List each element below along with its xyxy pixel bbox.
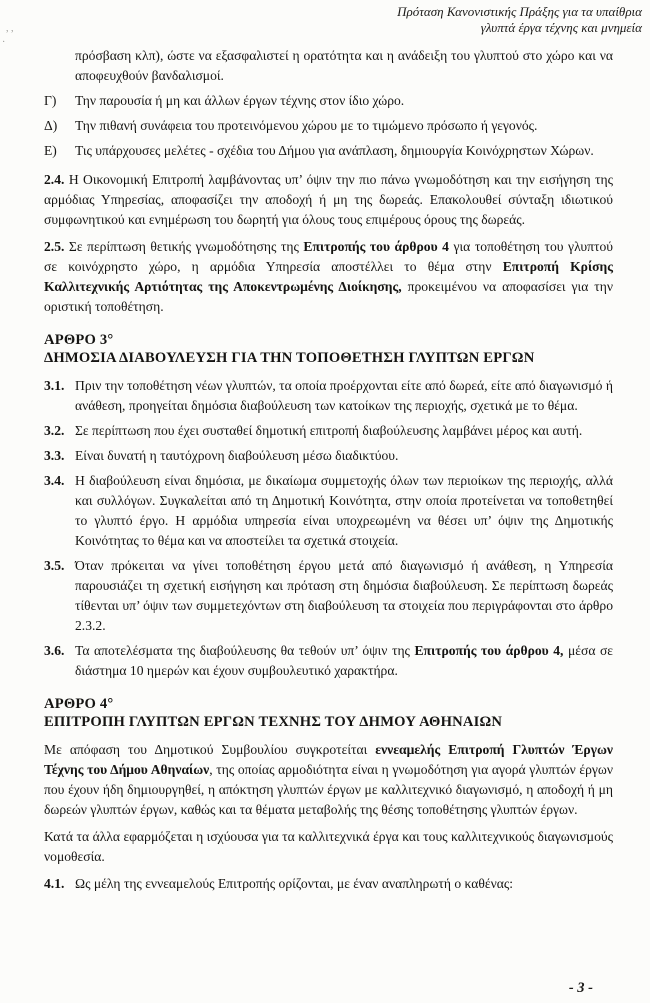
item-text: [75, 641, 613, 681]
article-4-number: ΑΡΘΡΟ 4°: [44, 696, 114, 712]
item-3-1: [44, 376, 613, 416]
scan-artifact: ·: [2, 37, 6, 48]
item-number: 3.3.: [44, 448, 65, 463]
item-number: 3.5.: [44, 558, 65, 573]
paragraph-text: για τοποθέτηση του γλυπτού σε κοινόχρηστο χώρο, η αρμόδια Υπηρεσία αποστέλλει το θέμα στην: [44, 239, 613, 274]
scan-artifact: , ,: [6, 23, 14, 34]
continuation-paragraph: πρόσβαση κλπ), ώστε να εξασφαλιστεί η ορατότητα και η ανάδειξη του γλυπτού στο χώρο και να αποφευχθούν βανδαλισμοί.: [75, 48, 613, 83]
item-3-4: [44, 471, 613, 551]
item-text: Πριν την τοποθέτηση νέων γλυπτών, τα οποία προέρχονται είτε από δωρεά, είτε από διαγωνισμό ή ανάθεση, προηγείται δημόσια διαβούλευση των κατοίκων της περιοχής, σχετικά με το θέμα.: [75, 378, 613, 413]
paragraph-number: 2.4.: [44, 172, 65, 187]
item-number: 4.1.: [44, 876, 65, 891]
paragraph-text: Με απόφαση του Δημοτικού Συμβουλίου συγκροτείται: [44, 742, 376, 757]
item-number: 3.4.: [44, 473, 65, 488]
item-4-1: [44, 874, 613, 894]
list-item-label: Γ): [44, 93, 57, 108]
paragraph-text: , της οποίας αρμοδιότητα είναι η γνωμοδότηση για αγορά γλυπτών έργων που έχουν ήδη δημιουργηθεί, η απόκτηση γλυπτών έργων με καλλιτεχνικό διαγωνισμό, η αποδοχή ή μη δωρεών γλυπτών έργων, καθώς και τα θέματα μεταβολής της θέσης τοποθέτησης γλυπτών έργων.: [44, 762, 613, 817]
article-4-title: ΕΠΙΤΡΟΠΗ ΓΛΥΠΤΩΝ ΕΡΓΩΝ ΤΕΧΝΗΣ ΤΟΥ ΔΗΜΟΥ ΑΘΗΝΑΙΩΝ: [44, 713, 503, 730]
item-text-segment: Τα αποτελέσματα της διαβούλευσης θα τεθούν υπ’ όψιν της: [75, 643, 415, 658]
list-item-text: Τις υπάρχουσες μελέτες - σχέδια του Δήμου για ανάπλαση, δημιουργία Κοινόχρηστων Χώρων.: [75, 143, 594, 158]
list-item-text: Την παρουσία ή μη και άλλων έργων τέχνης στον ίδιο χώρο.: [75, 93, 405, 108]
list-item-c: [44, 91, 613, 111]
paragraph-applicable-law: Κατά τα άλλα εφαρμόζεται η ισχύουσα για τα καλλιτεχνικά έργα και τους καλλιτεχνικούς διαγωνισμούς νομοθεσία.: [44, 829, 613, 864]
paragraph-number: 2.5.: [44, 239, 65, 254]
article-3-heading: [44, 332, 613, 367]
paragraph-2-4: [44, 170, 613, 230]
paragraph-2-5: [44, 237, 613, 317]
paragraph-text: Σε περίπτωση θετικής γνωμοδότησης της: [64, 239, 304, 254]
page-number: - 3 -: [568, 980, 593, 996]
list-item-text: Την πιθανή συνάφεια του προτεινόμενου χώρου με το τιμώμενο πρόσωπο ή γεγονός.: [75, 118, 538, 133]
item-number: 3.1.: [44, 378, 65, 393]
document-body: [44, 46, 613, 899]
article-3-title: ΔΗΜΟΣΙΑ ΔΙΑΒΟΥΛΕΥΣΗ ΓΙΑ ΤΗΝ ΤΟΠΟΘΕΤΗΣΗ ΓΛΥΠΤΩΝ ΕΡΓΩΝ: [44, 349, 535, 366]
item-3-6: [44, 641, 613, 681]
paragraph-text: προκειμένου να αποφασίσει για την οριστική τοποθέτηση.: [44, 279, 614, 314]
running-header-line1: Πρόταση Κανονιστικής Πράξης για τα υπαίθρια: [397, 4, 642, 19]
bold-committee-ref: Επιτροπής του άρθρου 4: [303, 239, 449, 254]
list-item-d: [44, 116, 613, 136]
item-text: Η διαβούλευση είναι δημόσια, με δικαίωμα συμμετοχής όλων των περιοίκων της περιοχής, αλλά και συλλόγων. Συγκαλείται από τη Δημοτική Κοινότητα, στην οποία προτείνεται να τοποθετηθεί το γλυπτό έργο. Η αρμόδια υπηρεσία είναι υποχρεωμένη να θέσει υπ’ όψιν της Δημοτικής Κοινότητας το θέμα και να αποστείλει τα σχετικά στοιχεία.: [75, 473, 613, 548]
item-text: Είναι δυνατή η ταυτόχρονη διαβούλευση μέσω διαδικτύου.: [75, 448, 399, 463]
item-number: 3.6.: [44, 643, 65, 658]
paragraph-committee-formation: [44, 740, 613, 820]
bold-committee-ref: Επιτροπής του άρθρου 4,: [414, 643, 564, 658]
bold-committee-ref: Επιτροπή Κρίσης Καλλιτεχνικής Αρτιότητας της Αποκεντρωμένης Διοίκησης,: [44, 259, 614, 294]
item-3-3: [44, 446, 613, 466]
article-4-heading: [44, 696, 613, 731]
bold-committee-name: εννεαμελής Επιτροπή Γλυπτών Έργων Τέχνης του Δήμου Αθηναίων: [44, 742, 614, 777]
running-header-line2: γλυπτά έργα τέχνης και μνημεία: [480, 19, 642, 35]
item-3-5: [44, 556, 613, 636]
list-item-label: Ε): [44, 143, 57, 158]
item-text-segment: μέσα σε διάστημα 10 ημερών και έχουν συμβουλευτικό χαρακτήρα.: [75, 643, 614, 678]
item-3-2: [44, 421, 613, 441]
item-number: 3.2.: [44, 423, 65, 438]
list-item-label: Δ): [44, 118, 58, 133]
paragraph-text: Η Οικονομική Επιτροπή λαμβάνοντας υπ’ όψιν την πιο πάνω γνωμοδότηση και την εισήγηση της αρμόδιας Υπηρεσίας, αποφασίζει την αποδοχή ή μη της δωρεάς. Επακολουθεί σύνταξη ιδιωτικού συμφωνητικού και ενημέρωση του δωρητή για όλους τους επιμέρους όρους της δωρεάς.: [44, 172, 613, 227]
running-header: [397, 4, 642, 35]
list-item-e: [44, 141, 613, 161]
item-text: Όταν πρόκειται να γίνει τοποθέτηση έργου μετά από διαγωνισμό ή ανάθεση, η Υπηρεσία παρουσιάζει τη σχετική εισήγηση και πρόταση στη δημόσια διαβούλευση. Σε περίπτωση δωρεάς τίθενται υπ’ όψιν των συμμετεχόντων στη διαβούλευση τα στοιχεία που περιγράφονται στο άρθρο 2.3.2.: [75, 558, 613, 633]
item-text: Σε περίπτωση που έχει συσταθεί δημοτική επιτροπή διαβούλευσης λαμβάνει μέρος και αυτή.: [75, 423, 583, 438]
item-text: Ως μέλη της εννεαμελούς Επιτροπής ορίζονται, με έναν αναπληρωτή ο καθένας:: [75, 876, 514, 891]
article-3-number: ΑΡΘΡΟ 3°: [44, 332, 114, 348]
